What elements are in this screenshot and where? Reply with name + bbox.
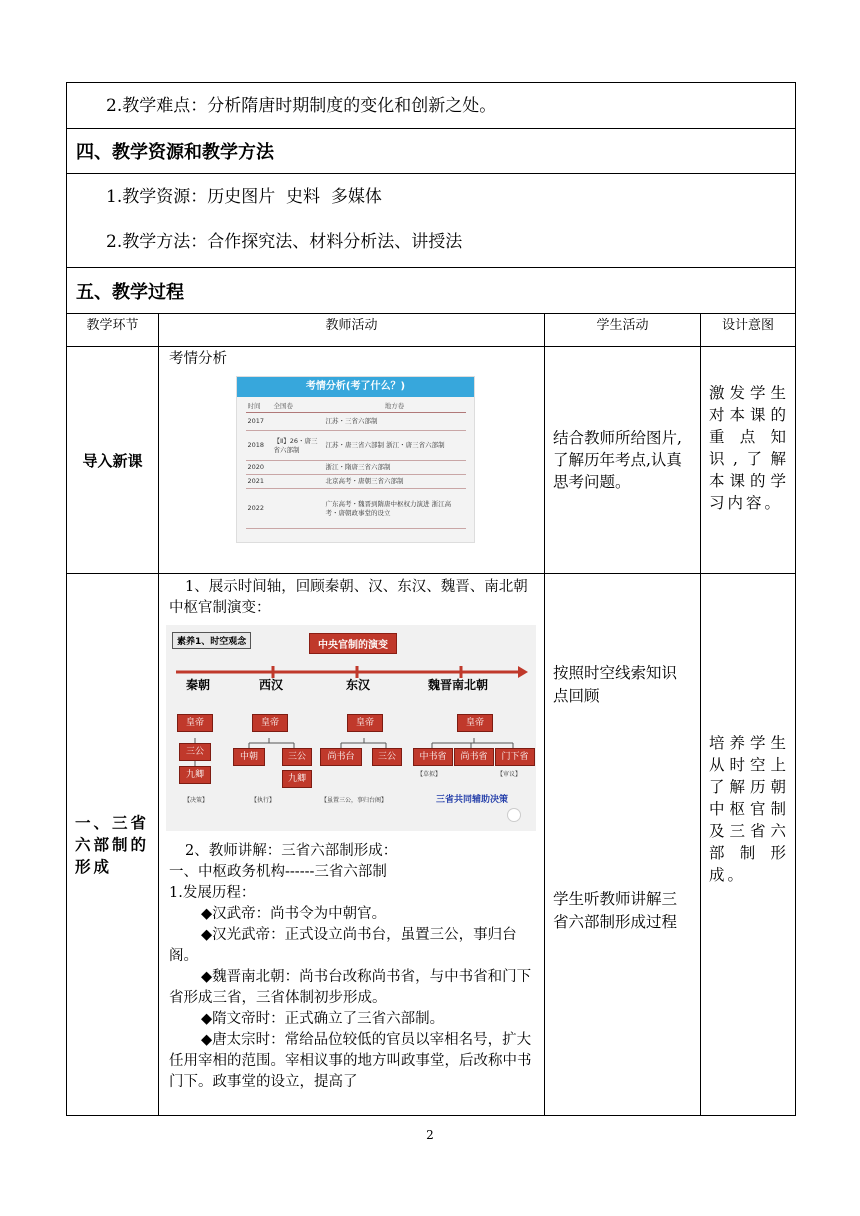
exam-year: 2018	[246, 431, 272, 461]
box-shangshusheng: 尚书省	[454, 748, 494, 766]
teaching-resources: 1.教学资源：历史图片 史料 多媒体	[106, 187, 382, 207]
era-weijin-nanbei: 魏晋南北朝	[428, 678, 489, 692]
header-stage: 教学环节	[67, 314, 159, 347]
header-teacher: 教师活动	[159, 314, 545, 347]
exam-national	[272, 461, 324, 475]
teacher-paragraph-2: 2、教师讲解：三省六部制形成：	[185, 843, 398, 859]
teacher-line: 一、中枢政务机构------三省六部制	[169, 864, 387, 880]
exam-national: 【Ⅱ】26・唐三省六部制	[272, 431, 324, 461]
exam-local: 江苏・唐三省六部制 浙江・唐三省六部制	[324, 431, 466, 461]
section4-heading: 四、教学资源和教学方法	[76, 142, 274, 163]
table-row-intro	[67, 347, 796, 574]
teacher-line: ◆隋文帝时：正式确立了三省六部制。	[201, 1011, 445, 1027]
exam-analysis-table	[246, 401, 466, 529]
table-row-formation	[67, 574, 796, 1116]
exam-national	[272, 413, 324, 431]
slide-dot-icon	[507, 808, 521, 822]
exam-col-year: 时间	[246, 401, 272, 413]
header-student: 学生活动	[545, 314, 701, 347]
student-activity-intro: 结合教师所给图片,了解历年考点,认真思考问题。	[553, 429, 682, 491]
teacher-line: ◆汉光武帝：正式设立尚书台，虽置三公，事归台阁。	[169, 927, 517, 964]
box-jiuqing: 九卿	[179, 766, 211, 784]
design-intent-intro: 激发学生对本课的重点知识,了解本课的学习内容。	[709, 384, 790, 512]
box-jiuqing: 九卿	[282, 770, 312, 788]
stage-intro: 导入新课	[82, 451, 143, 470]
exam-national	[272, 489, 324, 529]
teaching-difficulty: 2.教学难点：分析隋唐时期制度的变化和创新之处。	[106, 95, 497, 116]
design-intent-formation: 培养学生从时空上了解历朝中枢官制及三省六部制形成。	[709, 734, 790, 884]
box-emperor: 皇帝	[347, 714, 383, 732]
timeline-bottom-caption: 三省共同辅助决策	[436, 795, 509, 805]
era-qin: 秦朝	[186, 678, 211, 692]
exam-local: 北京高考・唐朝三省六部制	[324, 475, 466, 489]
header-intent: 设计意图	[701, 314, 796, 347]
exam-year: 2021	[246, 475, 272, 489]
section4-heading-row	[67, 129, 796, 174]
box-menxiasheng: 门下省	[495, 748, 535, 766]
teaching-methods: 2.教学方法：合作探究法、材料分析法、讲授法	[106, 232, 463, 252]
teacher-line: ◆唐太宗时：常给品位较低的官员以宰相名号，扩大任用宰相的范围。宰相议事的地方叫政事堂，后改称中书门下。政事堂的设立，提高了	[169, 1032, 532, 1090]
lesson-plan-table	[66, 82, 796, 1116]
box-zhongchao: 中朝	[233, 748, 265, 766]
timeline-tag: 素养1、时空观念	[172, 632, 251, 649]
student-activity-review: 按照时空线索知识点回顾	[553, 664, 678, 705]
note-juece: 【决策】	[184, 797, 209, 804]
box-emperor: 皇帝	[177, 714, 213, 732]
exam-national	[272, 475, 324, 489]
exam-local: 江苏・三省六部制	[324, 413, 466, 431]
exam-local: 浙江・隋唐三省六部制	[324, 461, 466, 475]
note-caoni: 【草拟】	[417, 771, 442, 778]
difficulty-row	[67, 83, 796, 129]
exam-col-local: 地方卷	[324, 401, 466, 413]
exam-analysis-title: 考情分析(考了什么？)	[237, 377, 474, 397]
teacher-activity-title: 考情分析	[169, 351, 227, 367]
box-shangshutai: 尚书台	[320, 748, 362, 766]
exam-local: 广东高考・魏晋到隋唐中枢权力演进 浙江高考・唐朝政事堂的设立	[324, 489, 466, 529]
teacher-paragraph-1: 1、展示时间轴，回顾秦朝、汉、东汉、魏晋、南北朝中枢官制演变：	[169, 579, 528, 616]
exam-year: 2020	[246, 461, 272, 475]
timeline-image	[166, 625, 536, 831]
stage-formation: 一、三省六部制的形成	[75, 813, 150, 876]
table-header-row	[67, 314, 796, 347]
exam-col-national: 全国卷	[272, 401, 324, 413]
section5-heading-row	[67, 268, 796, 314]
page-number: 2	[426, 1128, 434, 1142]
teacher-line: ◆汉武帝：尚书令为中朝官。	[201, 906, 387, 922]
box-emperor: 皇帝	[457, 714, 493, 732]
timeline-title: 中央官制的演变	[309, 633, 397, 654]
box-sangong: 三公	[372, 748, 402, 766]
era-western-han: 西汉	[259, 678, 284, 692]
note-xuzhi: 【虽置三公，事归台阁】	[321, 797, 388, 804]
section5-heading: 五、教学过程	[76, 281, 184, 303]
teacher-line: ◆魏晋南北朝：尚书台改称尚书省，与中书省和门下省形成三省，三省体制初步形成。	[169, 969, 532, 1006]
note-zhixing: 【执行】	[251, 797, 276, 804]
box-sangong: 三公	[179, 743, 211, 761]
teacher-line: 1.发展历程：	[169, 885, 256, 901]
box-emperor: 皇帝	[252, 714, 288, 732]
box-sangong: 三公	[282, 748, 312, 766]
exam-analysis-image	[236, 376, 475, 543]
exam-year: 2017	[246, 413, 272, 431]
exam-year: 2022	[246, 489, 272, 529]
era-eastern-han: 东汉	[346, 678, 371, 692]
box-zhongshusheng: 中书省	[413, 748, 453, 766]
student-activity-listen: 学生听教师讲解三省六部制形成过程	[553, 890, 678, 931]
note-shenyi: 【审议】	[497, 771, 522, 778]
section4-content-row	[67, 174, 796, 268]
